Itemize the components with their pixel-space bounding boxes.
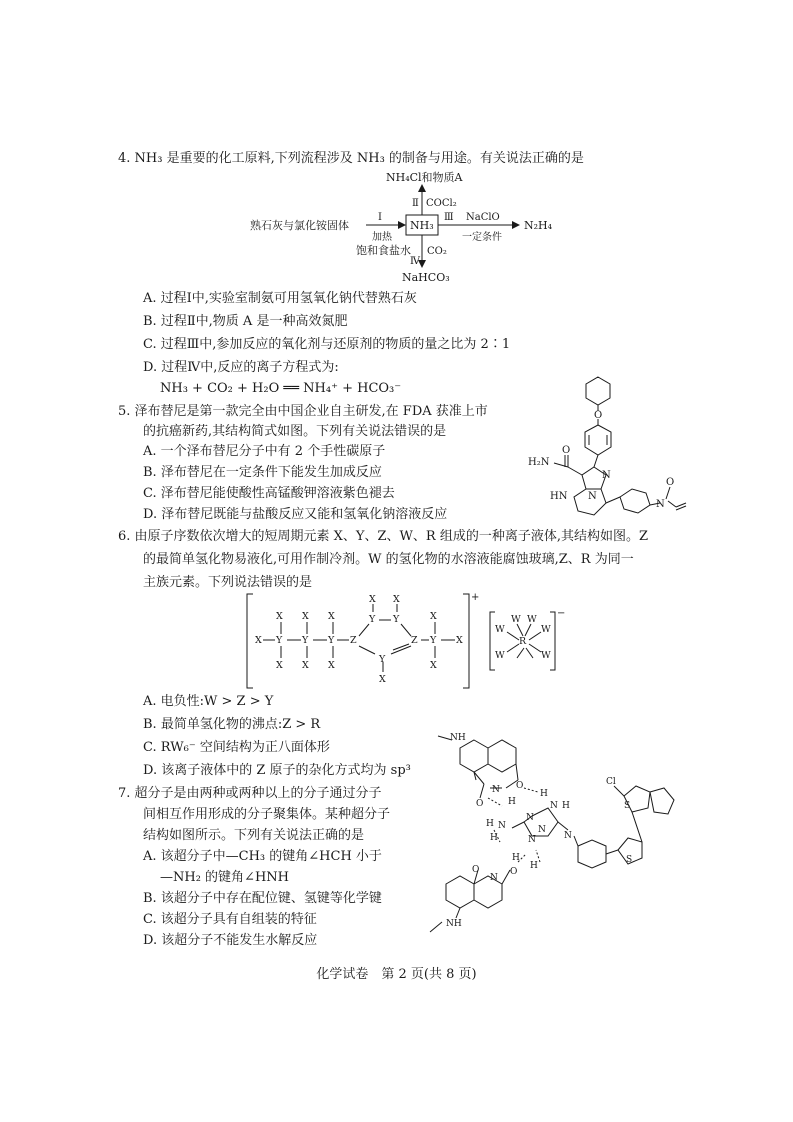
- svg-text:Y: Y: [430, 635, 437, 646]
- q7-label-o1: O: [516, 781, 524, 791]
- q7-stem-line-3: 结构如图所示。下列有关说法正确的是: [143, 828, 365, 843]
- flow-reagent4a: 饱和食盐水: [356, 244, 411, 257]
- svg-text:W: W: [495, 650, 505, 661]
- q7-label-h2: H: [562, 801, 570, 811]
- q7-label-h1: H: [540, 789, 548, 799]
- q6-stem-line-3: 主族元素。下列说法错误的是: [143, 575, 313, 590]
- q7-label-n5: N: [528, 835, 536, 845]
- svg-text:Y: Y: [393, 614, 400, 625]
- q4-option-c: C. 过程Ⅲ中,参加反应的氧化剂与还原剂的物质的量之比为 2∶1: [143, 337, 511, 352]
- flow-top-product: NH₄Cl和物质A: [386, 171, 463, 184]
- q6-option-b: B. 最简单氢化物的沸点:Z > R: [143, 717, 321, 732]
- q7-label-h7: H: [530, 861, 538, 871]
- flow-reagent4b: CO₂: [427, 246, 447, 257]
- svg-text:X: X: [393, 594, 400, 605]
- q6-option-a: A. 电负性:W > Z > Y: [143, 694, 274, 709]
- flow-reagent3: NaClO: [466, 212, 500, 223]
- q7-label-o3: O: [472, 865, 480, 875]
- svg-text:X: X: [255, 635, 262, 646]
- svg-text:R: R: [519, 636, 527, 647]
- q7-label-nh-top: NH: [450, 733, 466, 743]
- svg-text:Y: Y: [276, 635, 283, 646]
- svg-text:Y: Y: [369, 614, 376, 625]
- q7-label-nh-bottom: NH: [446, 919, 462, 929]
- q5-label-n2: N: [588, 491, 597, 502]
- q5-label-h2n: H₂N: [528, 457, 550, 468]
- svg-text:Z: Z: [411, 635, 418, 646]
- q6-stem-line-1: 6. 由原子序数依次增大的短周期元素 X、Y、Z、W、R 组成的一种离子液体,其结构如图。Z: [118, 529, 648, 544]
- q4-option-d-equation: NH₃ + CO₂ + H₂O ══ NH₄⁺ + HCO₃⁻: [160, 381, 402, 396]
- page-footer: 化学试卷 第 2 页(共 8 页): [316, 967, 477, 982]
- q7-label-h6: H: [512, 853, 520, 863]
- q5-label-n1: N: [602, 470, 611, 481]
- q4-flow-diagram: [0, 170, 793, 310]
- q7-label-h4: H: [486, 819, 494, 829]
- q7-label-n3: N: [498, 821, 506, 831]
- q5-stem-line-2: 的抗癌新药,其结构简式如图。下列有关说法错误的是: [143, 424, 447, 439]
- q5-label-n-pip: N: [656, 499, 665, 510]
- svg-text:W: W: [527, 614, 537, 625]
- q5-option-a: A. 一个泽布替尼分子中有 2 个手性碳原子: [143, 444, 386, 459]
- cation-charge: +: [471, 592, 480, 603]
- svg-text:Y: Y: [302, 635, 309, 646]
- flow-step2: Ⅱ: [412, 198, 419, 209]
- q5-label-hn: HN: [550, 491, 568, 502]
- svg-text:Y: Y: [328, 635, 335, 646]
- q7-label-n-imide: N: [492, 785, 500, 795]
- svg-text:W: W: [541, 650, 551, 661]
- q7-stem-line-1: 7. 超分子是由两种或两种以上的分子通过分子: [118, 786, 382, 801]
- svg-text:Z: Z: [350, 635, 357, 646]
- zanubrutinib-structure: [510, 375, 690, 525]
- q7-label-n4: N: [538, 825, 546, 835]
- q7-option-a-cont: —NH₂ 的键角∠HNH: [160, 870, 289, 885]
- svg-text:W: W: [541, 624, 551, 635]
- q7-option-c: C. 该超分子具有自组装的特征: [143, 912, 317, 927]
- q5-label-o-amide: O: [562, 445, 571, 456]
- flow-product3: N₂H₄: [524, 219, 553, 232]
- q5-option-c: C. 泽布替尼能使酸性高锰酸钾溶液紫色褪去: [143, 486, 395, 501]
- q4-option-a: A. 过程Ⅰ中,实验室制氨可用氢氧化钠代替熟石灰: [143, 291, 417, 306]
- svg-text:X: X: [369, 594, 376, 605]
- svg-text:X: X: [328, 660, 335, 671]
- q7-label-n1: N: [550, 801, 558, 811]
- flow-step3: Ⅲ: [444, 212, 454, 223]
- flow-start: 熟石灰与氯化铵固体: [250, 219, 349, 232]
- flow-cond1: 加热: [372, 232, 392, 243]
- svg-text:W: W: [495, 624, 505, 635]
- q7-label-h3: H: [508, 797, 516, 807]
- svg-text:X: X: [379, 674, 386, 685]
- flow-product4: NaHCO₃: [402, 271, 450, 284]
- flow-cond3: 一定条件: [462, 232, 502, 243]
- q7-label-s1: S: [624, 801, 631, 811]
- q7-label-cl: Cl: [606, 777, 616, 787]
- q5-option-b: B. 泽布替尼在一定条件下能发生加成反应: [143, 465, 382, 480]
- svg-text:X: X: [276, 611, 283, 622]
- svg-text:Y: Y: [379, 654, 386, 665]
- q4-option-d: D. 过程Ⅳ中,反应的离子方程式为:: [143, 360, 339, 375]
- svg-text:X: X: [430, 611, 437, 622]
- q4-stem: 4. NH₃ 是重要的化工原料,下列流程涉及 NH₃ 的制备与用途。有关说法正确的是: [118, 151, 584, 166]
- svg-text:X: X: [302, 660, 309, 671]
- q5-stem-line-1: 5. 泽布替尼是第一款完全由中国企业自主研发,在 FDA 获准上市: [118, 404, 488, 419]
- flow-reagent2: COCl₂: [426, 198, 457, 209]
- q6-option-c: C. RW₆⁻ 空间结构为正八面体形: [143, 740, 330, 755]
- flow-step4: Ⅳ: [410, 256, 420, 267]
- q7-label-n6: N: [564, 831, 572, 841]
- svg-text:X: X: [328, 611, 335, 622]
- svg-text:X: X: [276, 660, 283, 671]
- flow-center: NH₃: [410, 219, 434, 232]
- svg-text:X: X: [430, 660, 437, 671]
- q7-label-o2: O: [476, 799, 484, 809]
- q7-label-o4: O: [510, 867, 518, 877]
- q7-option-b: B. 该超分子中存在配位键、氢键等化学键: [143, 891, 382, 906]
- ionic-liquid-structure: [245, 592, 585, 702]
- q7-option-a: A. 该超分子中—CH₃ 的键角∠HCH 小于: [143, 849, 382, 864]
- svg-text:W: W: [511, 614, 521, 625]
- q7-stem-line-2: 间相互作用形成的分子聚集体。某种超分子: [143, 807, 391, 822]
- svg-text:X: X: [456, 635, 463, 646]
- q7-label-s2: S: [626, 855, 633, 865]
- anion-charge: −: [557, 608, 566, 619]
- q6-stem-line-2: 的最简单氢化物易液化,可用作制冷剂。W 的氢化物的水溶液能腐蚀玻璃,Z、R 为同一: [143, 552, 634, 567]
- svg-text:X: X: [302, 611, 309, 622]
- q5-option-d: D. 泽布替尼既能与盐酸反应又能和氢氧化钠溶液反应: [143, 507, 448, 522]
- supramolecule-structure: [428, 712, 688, 942]
- q5-label-o-top: O: [594, 410, 603, 421]
- q4-option-b: B. 过程Ⅱ中,物质 A 是一种高效氮肥: [143, 314, 348, 329]
- q6-option-d: D. 该离子液体中的 Z 原子的杂化方式均为 sp³: [143, 763, 411, 778]
- q7-option-d: D. 该超分子不能发生水解反应: [143, 933, 318, 948]
- q7-label-n2: N: [526, 813, 534, 823]
- q7-label-h5: H: [490, 833, 498, 843]
- flow-step1: Ⅰ: [378, 212, 382, 223]
- q7-label-n7: N: [490, 873, 498, 883]
- q5-label-o-acryl: O: [666, 477, 675, 488]
